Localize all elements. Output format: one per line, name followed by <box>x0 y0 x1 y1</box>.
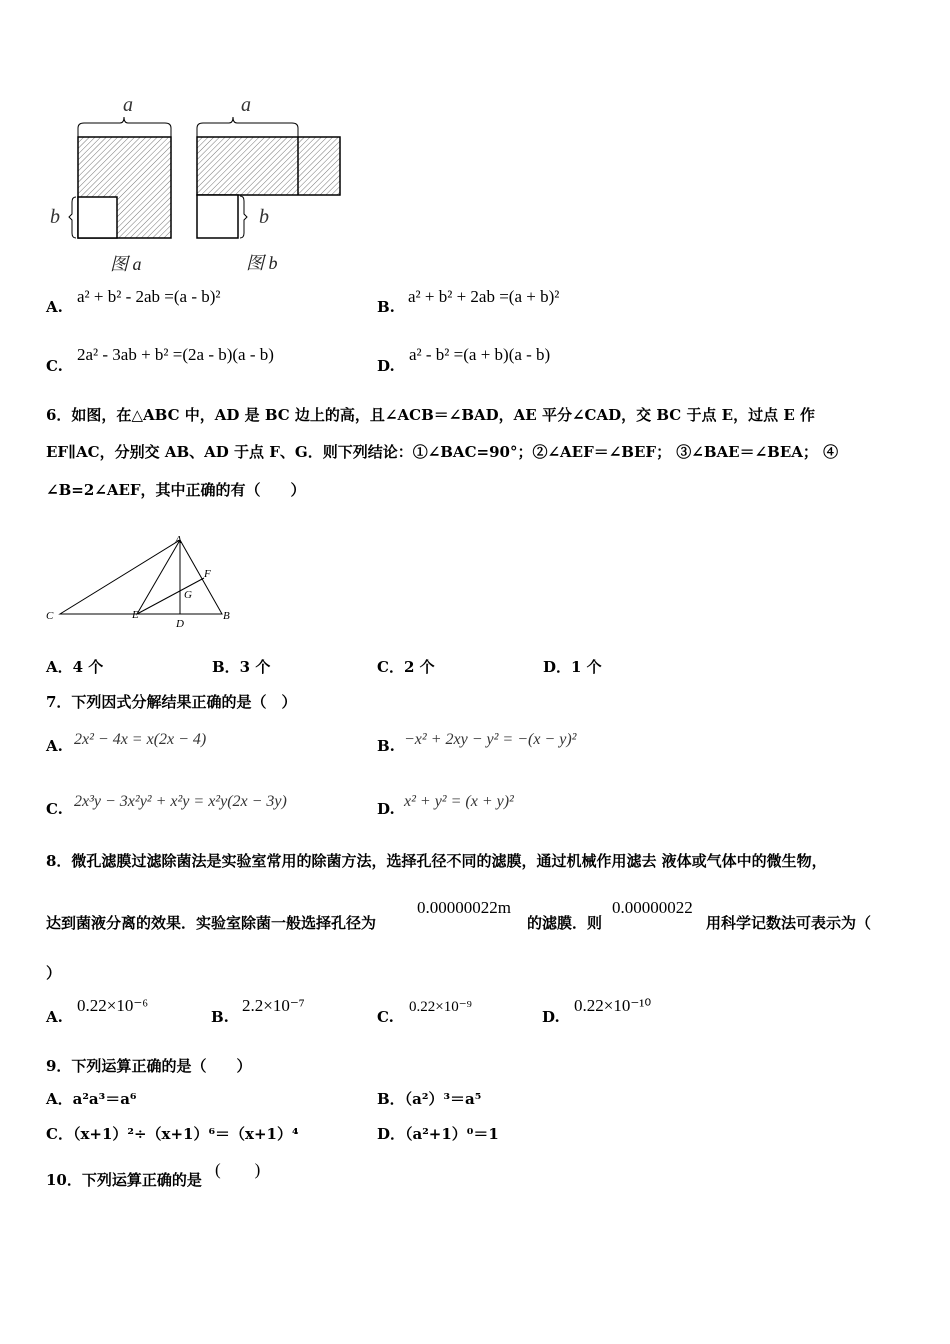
q8-option-d[interactable]: 0.22×10⁻¹⁰ <box>574 996 652 1015</box>
var-b-label: b <box>50 206 60 228</box>
q6-triangle-figure <box>40 530 250 630</box>
q7-option-b-label: B. <box>377 737 395 755</box>
q8-value: 0.00000022 <box>612 898 693 917</box>
q8-stem-line3: ） <box>46 964 62 982</box>
q8-option-c-label: C. <box>377 1008 394 1026</box>
q9-option-a[interactable]: A．a²a³＝a⁶ <box>46 1090 137 1108</box>
q8-option-b-label: B. <box>211 1008 229 1026</box>
q8-option-d-label: D. <box>542 1008 560 1026</box>
q7-option-c[interactable]: 2x³y − 3x²y² + x²y = x²y(2x − 3y) <box>74 793 287 810</box>
q5-option-b-label: B. <box>377 298 395 316</box>
q5-option-a[interactable]: a² + b² - 2ab =(a - b)² <box>77 287 221 306</box>
q9-stem: 9．下列运算正确的是（ ） <box>46 1057 252 1075</box>
point-a-label: A <box>175 534 182 546</box>
q7-option-d-label: D. <box>377 800 395 818</box>
q6-option-a[interactable]: A．4 个 <box>46 658 104 676</box>
q9-option-d[interactable]: D．（a²+1）⁰＝1 <box>377 1125 499 1143</box>
q7-stem: 7．下列因式分解结果正确的是（ ） <box>46 693 297 711</box>
q5-option-d[interactable]: a² - b² =(a + b)(a - b) <box>409 345 551 364</box>
q5-option-c-label: C. <box>46 357 63 375</box>
q8-option-c[interactable]: 0.22×10⁻⁹ <box>409 999 472 1015</box>
q10-answer-paren: ( ) <box>215 1160 261 1179</box>
q9-option-b[interactable]: B．（a²）³＝a⁵ <box>377 1090 482 1108</box>
var-a-label: a <box>241 94 251 116</box>
q7-option-a-label: A. <box>46 737 63 755</box>
q7-option-c-label: C. <box>46 800 63 818</box>
q6-stem-line3: ∠B=2∠AEF，其中正确的有（ ） <box>46 481 306 499</box>
figure-b-caption: 图 b <box>246 253 278 273</box>
q7-option-d[interactable]: x² + y² = (x + y)² <box>404 793 514 810</box>
point-d-label: D <box>176 618 184 630</box>
q5-option-a-label: A. <box>46 298 63 316</box>
q8-stem-line2b: 的滤膜．则 <box>527 914 603 932</box>
q9-option-c[interactable]: C．（x+1）²÷（x+1）⁶＝（x+1）⁴ <box>46 1125 299 1143</box>
q5-figure <box>40 90 360 280</box>
q8-stem-line1: 8．微孔滤膜过滤除菌法是实验室常用的除菌方法，选择孔径不同的滤膜，通过机械作用滤去 液体或气体中的微生物， <box>46 852 827 870</box>
point-e-label: E <box>132 609 139 621</box>
point-b-label: B <box>223 610 230 622</box>
q5-option-d-label: D. <box>377 357 395 375</box>
q7-option-a[interactable]: 2x² − 4x = x(2x − 4) <box>74 731 207 748</box>
q6-stem-line2: EF∥AC，分别交 AB、AD 于点 F、G．则下列结论：①∠BAC=90°；②∠AEF＝∠BEF； ③∠BAE＝∠BEA； ④ <box>46 443 839 461</box>
q8-stem-line2c: 用科学记数法可表示为（ <box>706 914 872 932</box>
q6-option-b[interactable]: B．3 个 <box>212 658 271 676</box>
q6-option-d[interactable]: D．1 个 <box>543 658 602 676</box>
point-c-label: C <box>46 610 54 622</box>
q8-stem-line2a: 达到菌液分离的效果．实验室除菌一般选择孔径为 <box>46 914 377 932</box>
q6-option-c[interactable]: C．2 个 <box>377 658 435 676</box>
var-a-label: a <box>123 94 133 116</box>
figure-a <box>69 117 171 238</box>
q6-stem-line1: 6．如图，在△ABC 中，AD 是 BC 边上的高，且∠ACB＝∠BAD，AE 平分∠CAD，交 BC 于点 E，过点 E 作 <box>46 406 815 424</box>
q7-option-b[interactable]: −x² + 2xy − y² = −(x − y)² <box>404 731 577 748</box>
var-b-label: b <box>259 206 269 228</box>
q8-value-m: 0.00000022m <box>417 898 511 917</box>
q8-option-b[interactable]: 2.2×10⁻⁷ <box>242 996 305 1015</box>
q8-option-a-label: A. <box>46 1008 63 1026</box>
q10-stem: 10．下列运算正确的是 <box>46 1171 202 1189</box>
q8-option-a[interactable]: 0.22×10⁻⁶ <box>77 996 149 1015</box>
q5-option-c[interactable]: 2a² - 3ab + b² =(2a - b)(a - b) <box>77 345 274 364</box>
point-g-label: G <box>184 589 192 601</box>
point-f-label: F <box>204 568 211 580</box>
q5-option-b[interactable]: a² + b² + 2ab =(a + b)² <box>408 287 560 306</box>
figure-a-caption: 图 a <box>110 254 142 274</box>
